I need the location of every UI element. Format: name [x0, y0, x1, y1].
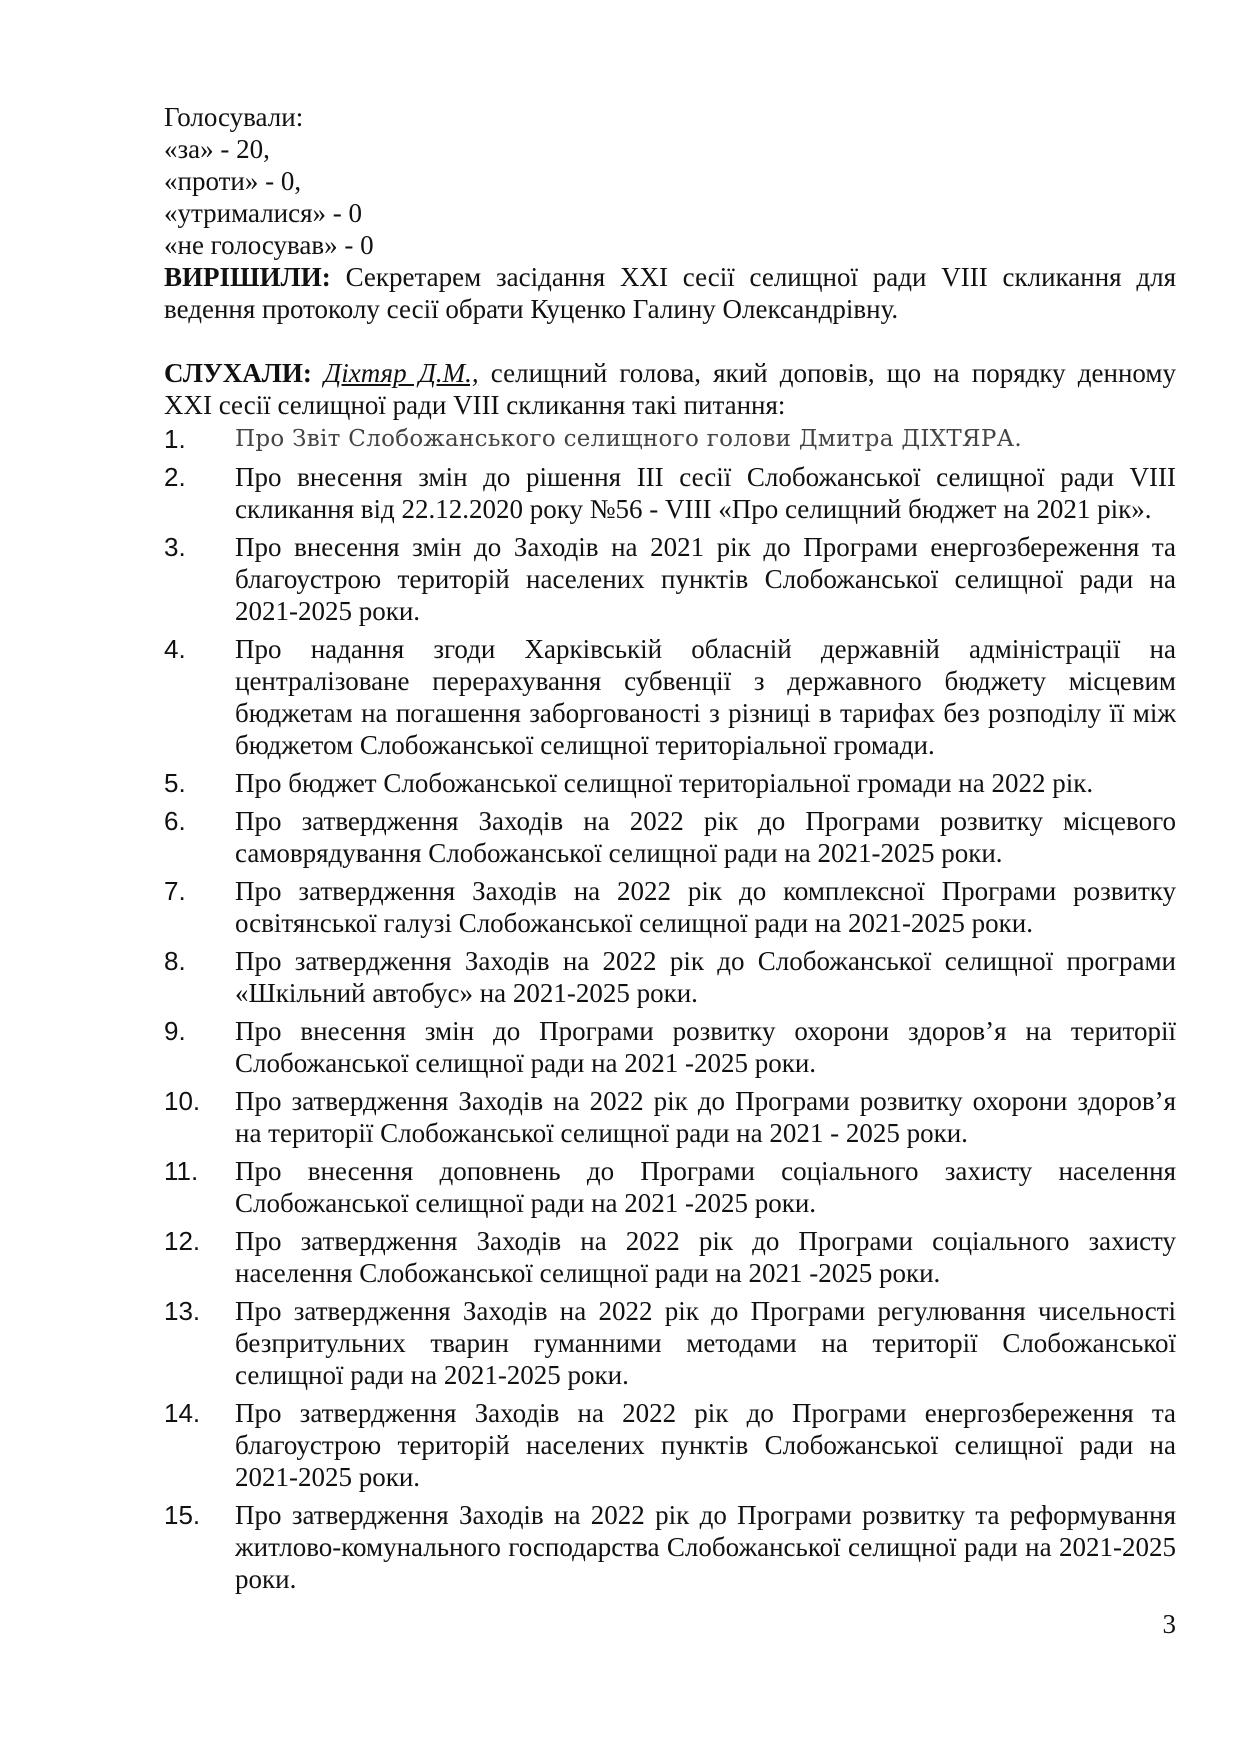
- agenda-item-number: 1.: [164, 424, 186, 454]
- heard-paragraph: [164, 357, 1176, 421]
- agenda-item-number: 3.: [164, 532, 186, 562]
- agenda-item-text: Про надання згоди Харківській обласній державній адміністрації на централізоване перерахування субвенції з державного бюджету місцевим бюджетам на погашення заборгованості з різниці в тарифах без розподілу її між бюджетом Слобожанської селищної територіальної громади.: [235, 634, 1176, 760]
- vote-abstained: «утрималися» - 0: [164, 198, 363, 228]
- agenda-item: [164, 461, 1176, 525]
- page-number: 3: [1162, 1609, 1176, 1639]
- decision-paragraph: [164, 261, 1176, 325]
- spacer: [164, 325, 1176, 357]
- agenda-item-text: Про затвердження Заходів на 2022 рік до Програми енергозбереження та благоустрою територій населених пунктів Слобожанської селищної ради на 2021-2025 роки.: [235, 1398, 1176, 1492]
- voting-heading: Голосували:: [164, 102, 304, 132]
- agenda-item: [164, 767, 1176, 799]
- agenda-item: [164, 531, 1176, 627]
- vote-for: «за» - 20,: [164, 134, 270, 164]
- agenda-item-text: Про затвердження Заходів на 2022 рік до Програми регулювання чисельності безпритульних тварин гуманними методами на території Слобожанської селищної ради на 2021-2025 роки.: [235, 1296, 1176, 1390]
- agenda-item: [164, 875, 1176, 939]
- decision-label: ВИРІШИЛИ:: [164, 262, 331, 292]
- vote-against: «проти» - 0,: [164, 166, 302, 196]
- agenda-item: [164, 805, 1176, 869]
- agenda-item-number: 2.: [164, 462, 186, 492]
- heard-text: селищний голова, який доповів, що на порядку денному XXI сесії селищної ради VIII скликання такі питання:: [164, 358, 1176, 420]
- agenda-item: [164, 633, 1176, 761]
- agenda-item-text: Про внесення змін до Програми розвитку охорони здоров’я на території Слобожанської селищної ради на 2021 -2025 роки.: [235, 1016, 1176, 1078]
- agenda-item-number: 8.: [164, 946, 186, 976]
- agenda-item-number: 7.: [164, 876, 186, 906]
- agenda-item: [164, 945, 1176, 1009]
- agenda-item: [164, 423, 1176, 455]
- agenda-item: [164, 1397, 1176, 1493]
- agenda-item-number: 5.: [164, 768, 186, 798]
- agenda-item-number: 11.: [164, 1156, 199, 1186]
- agenda-item-text: Про затвердження Заходів на 2022 рік до Програми розвитку місцевого самоврядування Слобожанської селищної ради на 2021-2025 роки.: [235, 806, 1176, 868]
- agenda-item-text: Про бюджет Слобожанської селищної територіальної громади на 2022 рік.: [235, 768, 1094, 798]
- agenda-item-text: Про внесення доповнень до Програми соціального захисту населення Слобожанської селищної ради на 2021 -2025 роки.: [235, 1156, 1176, 1218]
- agenda-item: [164, 1085, 1176, 1149]
- agenda-item: [164, 1155, 1176, 1219]
- voting-block: [164, 101, 1176, 261]
- decision-text: Секретарем засідання XXI сесії селищної ради VIII скликання для ведення протоколу сесії обрати Куценко Галину Олександрівну.: [164, 262, 1176, 324]
- agenda-item-number: 12.: [164, 1226, 201, 1256]
- agenda-item-text: Про внесення змін до Заходів на 2021 рік до Програми енергозбереження та благоустрою територій населених пунктів Слобожанської селищної ради на 2021-2025 роки.: [235, 532, 1176, 626]
- agenda-item-number: 14.: [164, 1398, 201, 1428]
- agenda-item-number: 10.: [164, 1086, 201, 1116]
- agenda-item-text: Про затвердження Заходів на 2022 рік до Слобожанської селищної програми «Шкільний автобус» на 2021-2025 роки.: [235, 946, 1176, 1008]
- agenda-item-text: Про затвердження Заходів на 2022 рік до Програми розвитку охорони здоров’я на території Слобожанської селищної ради на 2021 - 2025 роки.: [235, 1086, 1176, 1148]
- agenda-item-text: Про затвердження Заходів на 2022 рік до Програми соціального захисту населення Слобожанської селищної ради на 2021 -2025 роки.: [235, 1226, 1176, 1288]
- agenda-item-text: Про затвердження Заходів на 2022 рік до комплексної Програми розвитку освітянської галузі Слобожанської селищної ради на 2021-2025 роки.: [235, 876, 1176, 938]
- agenda-list: [164, 423, 1176, 1595]
- agenda-item: [164, 1499, 1176, 1595]
- agenda-item-number: 4.: [164, 634, 186, 664]
- agenda-item-number: 15.: [164, 1500, 201, 1530]
- agenda-item: [164, 1295, 1176, 1391]
- heard-label: СЛУХАЛИ:: [164, 358, 312, 388]
- agenda-item-number: 13.: [164, 1296, 201, 1326]
- agenda-item-text: Про затвердження Заходів на 2022 рік до Програми розвитку та реформування житлово-комунального господарства Слобожанської селищної ради на 2021-2025 роки.: [235, 1500, 1176, 1594]
- vote-not-voted: «не голосував» - 0: [164, 230, 374, 260]
- speaker-name: Діхтяр Д.М.,: [324, 358, 479, 388]
- agenda-item: [164, 1015, 1176, 1079]
- agenda-item: [164, 1225, 1176, 1289]
- document-page: [164, 101, 1176, 1601]
- agenda-item-number: 9.: [164, 1016, 186, 1046]
- agenda-item-text: Про Звіт Слобожанського селищного голови Дмитра ДІХТЯРА.: [235, 426, 1023, 452]
- agenda-item-text: Про внесення змін до рішення III сесії Слобожанської селищної ради VIII скликання від 22.12.2020 року №56 - VIII «Про селищний бюджет на 2021 рік».: [235, 462, 1176, 524]
- agenda-item-number: 6.: [164, 806, 186, 836]
